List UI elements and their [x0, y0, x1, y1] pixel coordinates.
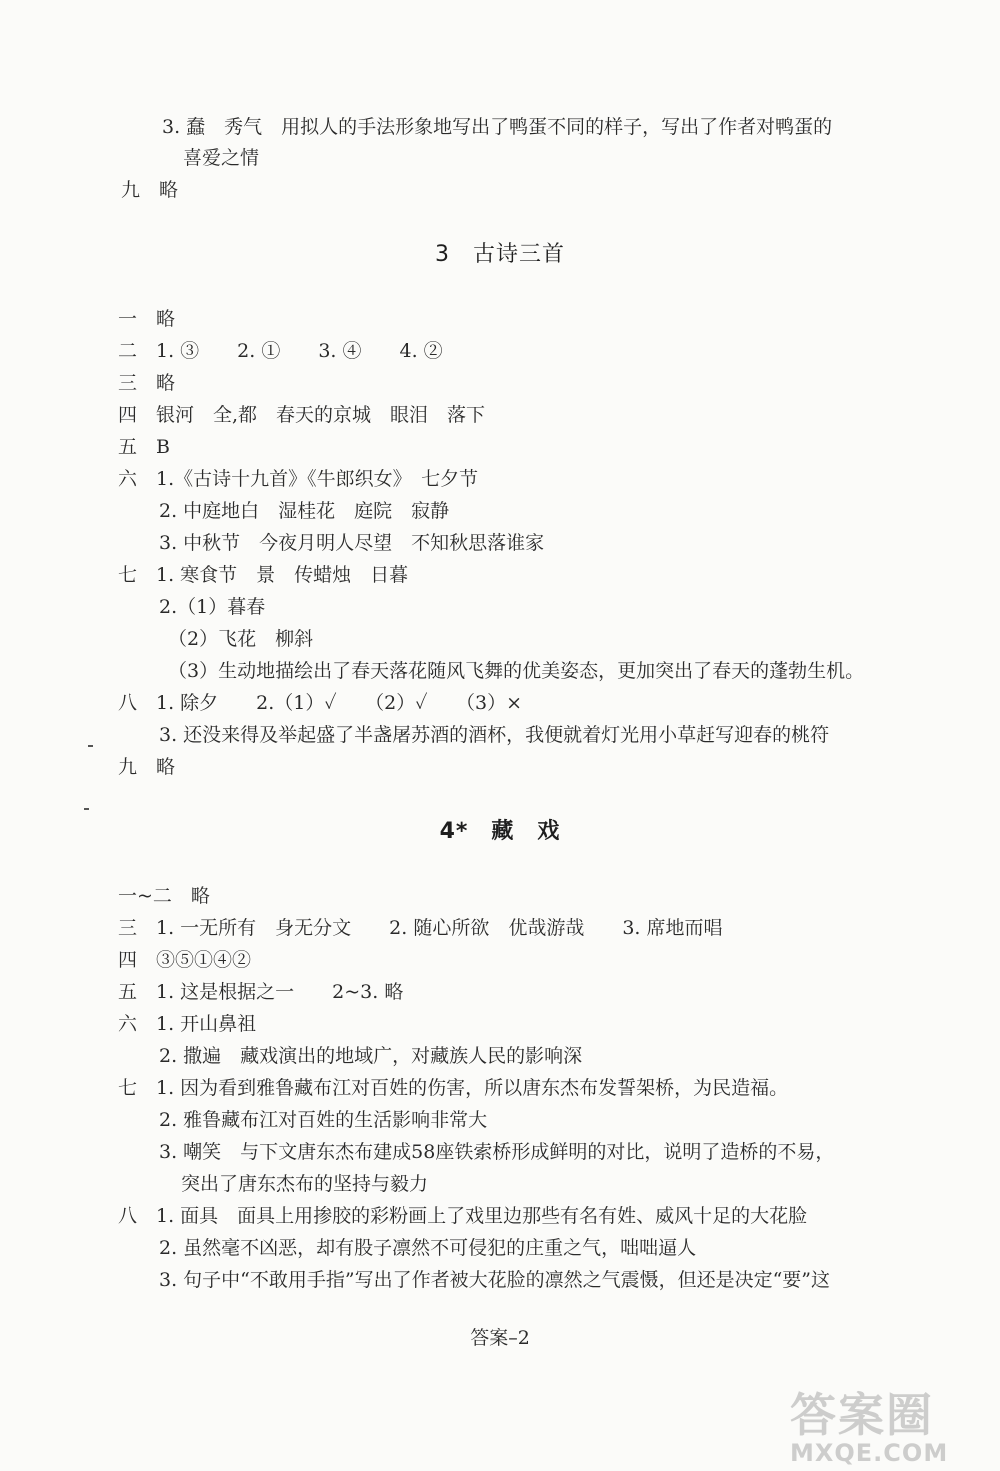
answer-line: 五 1. 这是根据之一 2~3. 略 — [118, 981, 404, 1003]
section-title: 4* 藏 戏 — [439, 819, 561, 844]
watermark-logo — [790, 1390, 995, 1468]
answer-line: 3. 嘲笑 与下文唐东杰布建成58座铁索桥形成鲜明的对比，说明了造桥的不易， — [159, 1141, 835, 1163]
answer-line: 六 1.《古诗十九首》《牛郎织女》 七夕节 — [118, 468, 479, 490]
answer-line: 七 1. 寒食节 景 传蜡烛 日暮 — [118, 564, 409, 586]
answer-line: 3. 还没来得及举起盛了半盏屠苏酒的酒杯，我便就着灯光用小草赶写迎春的桃符 — [159, 724, 830, 746]
answer-line: 突出了唐东杰布的坚持与毅力 — [181, 1173, 429, 1195]
answer-line: 三 略 — [118, 372, 176, 394]
answer-line: 2. 雅鲁藏布江对百姓的生活影响非常大 — [159, 1109, 488, 1131]
answer-line: （2）飞花 柳斜 — [168, 628, 314, 650]
answer-line: 三 1. 一无所有 身无分文 2. 随心所欲 优哉游哉 3. 席地而唱 — [118, 917, 723, 939]
answer-line: （3）生动地描绘出了春天落花随风飞舞的优美姿态，更加突出了春天的蓬勃生机。 — [168, 660, 865, 682]
answer-line: 八 1. 除夕 2.（1）✓ （2）✓ （3）× — [118, 692, 522, 714]
answer-line: 3. 蠢 秀气 用拟人的手法形象地写出了鸭蛋不同的样子，写出了作者对鸭蛋的 — [162, 116, 833, 138]
answer-line: 八 1. 面具 面具上用掺胶的彩粉画上了戏里边那些有名有姓、威风十足的大花脸 — [118, 1205, 808, 1227]
section-title: 3 古诗三首 — [435, 242, 565, 267]
answer-line: 四 ③⑤①④② — [118, 949, 252, 971]
answer-line: 五 B — [118, 436, 170, 458]
answer-line: 喜爱之情 — [183, 147, 260, 169]
answer-line: 2.（1）暮春 — [159, 596, 266, 618]
margin-mark — [88, 745, 93, 747]
answer-line: 3. 句子中“不敢用手指”写出了作者被大花脸的凛然之气震慑，但还是决定“要”这 — [159, 1269, 831, 1291]
answer-line: 九 略 — [121, 179, 179, 201]
answer-line: 一~二 略 — [118, 885, 210, 907]
watermark-text: 答案圈 — [790, 1388, 934, 1442]
answer-line: 二 1. ③ 2. ① 3. ④ 4. ② — [118, 340, 443, 362]
margin-mark — [84, 808, 89, 810]
answer-line: 一 略 — [118, 308, 176, 330]
answer-line: 六 1. 开山鼻祖 — [118, 1013, 257, 1035]
answer-line: 3. 中秋节 今夜月明人尽望 不知秋思落谁家 — [159, 532, 545, 554]
answer-line: 2. 中庭地白 湿桂花 庭院 寂静 — [159, 500, 450, 522]
answer-line: 九 略 — [118, 756, 176, 778]
page-number: 答案–2 — [470, 1327, 530, 1349]
watermark-url: MXQE.COM — [790, 1439, 949, 1467]
answer-line: 2. 虽然毫不凶恶，却有股子凛然不可侵犯的庄重之气，咄咄逼人 — [159, 1237, 697, 1259]
answer-line: 七 1. 因为看到雅鲁藏布江对百姓的伤害，所以唐东杰布发誓架桥，为民造福。 — [118, 1077, 789, 1099]
answer-line: 四 银河 全,都 春天的京城 眼泪 落下 — [118, 404, 486, 426]
answer-line: 2. 撒遍 藏戏演出的地域广，对藏族人民的影响深 — [159, 1045, 583, 1067]
